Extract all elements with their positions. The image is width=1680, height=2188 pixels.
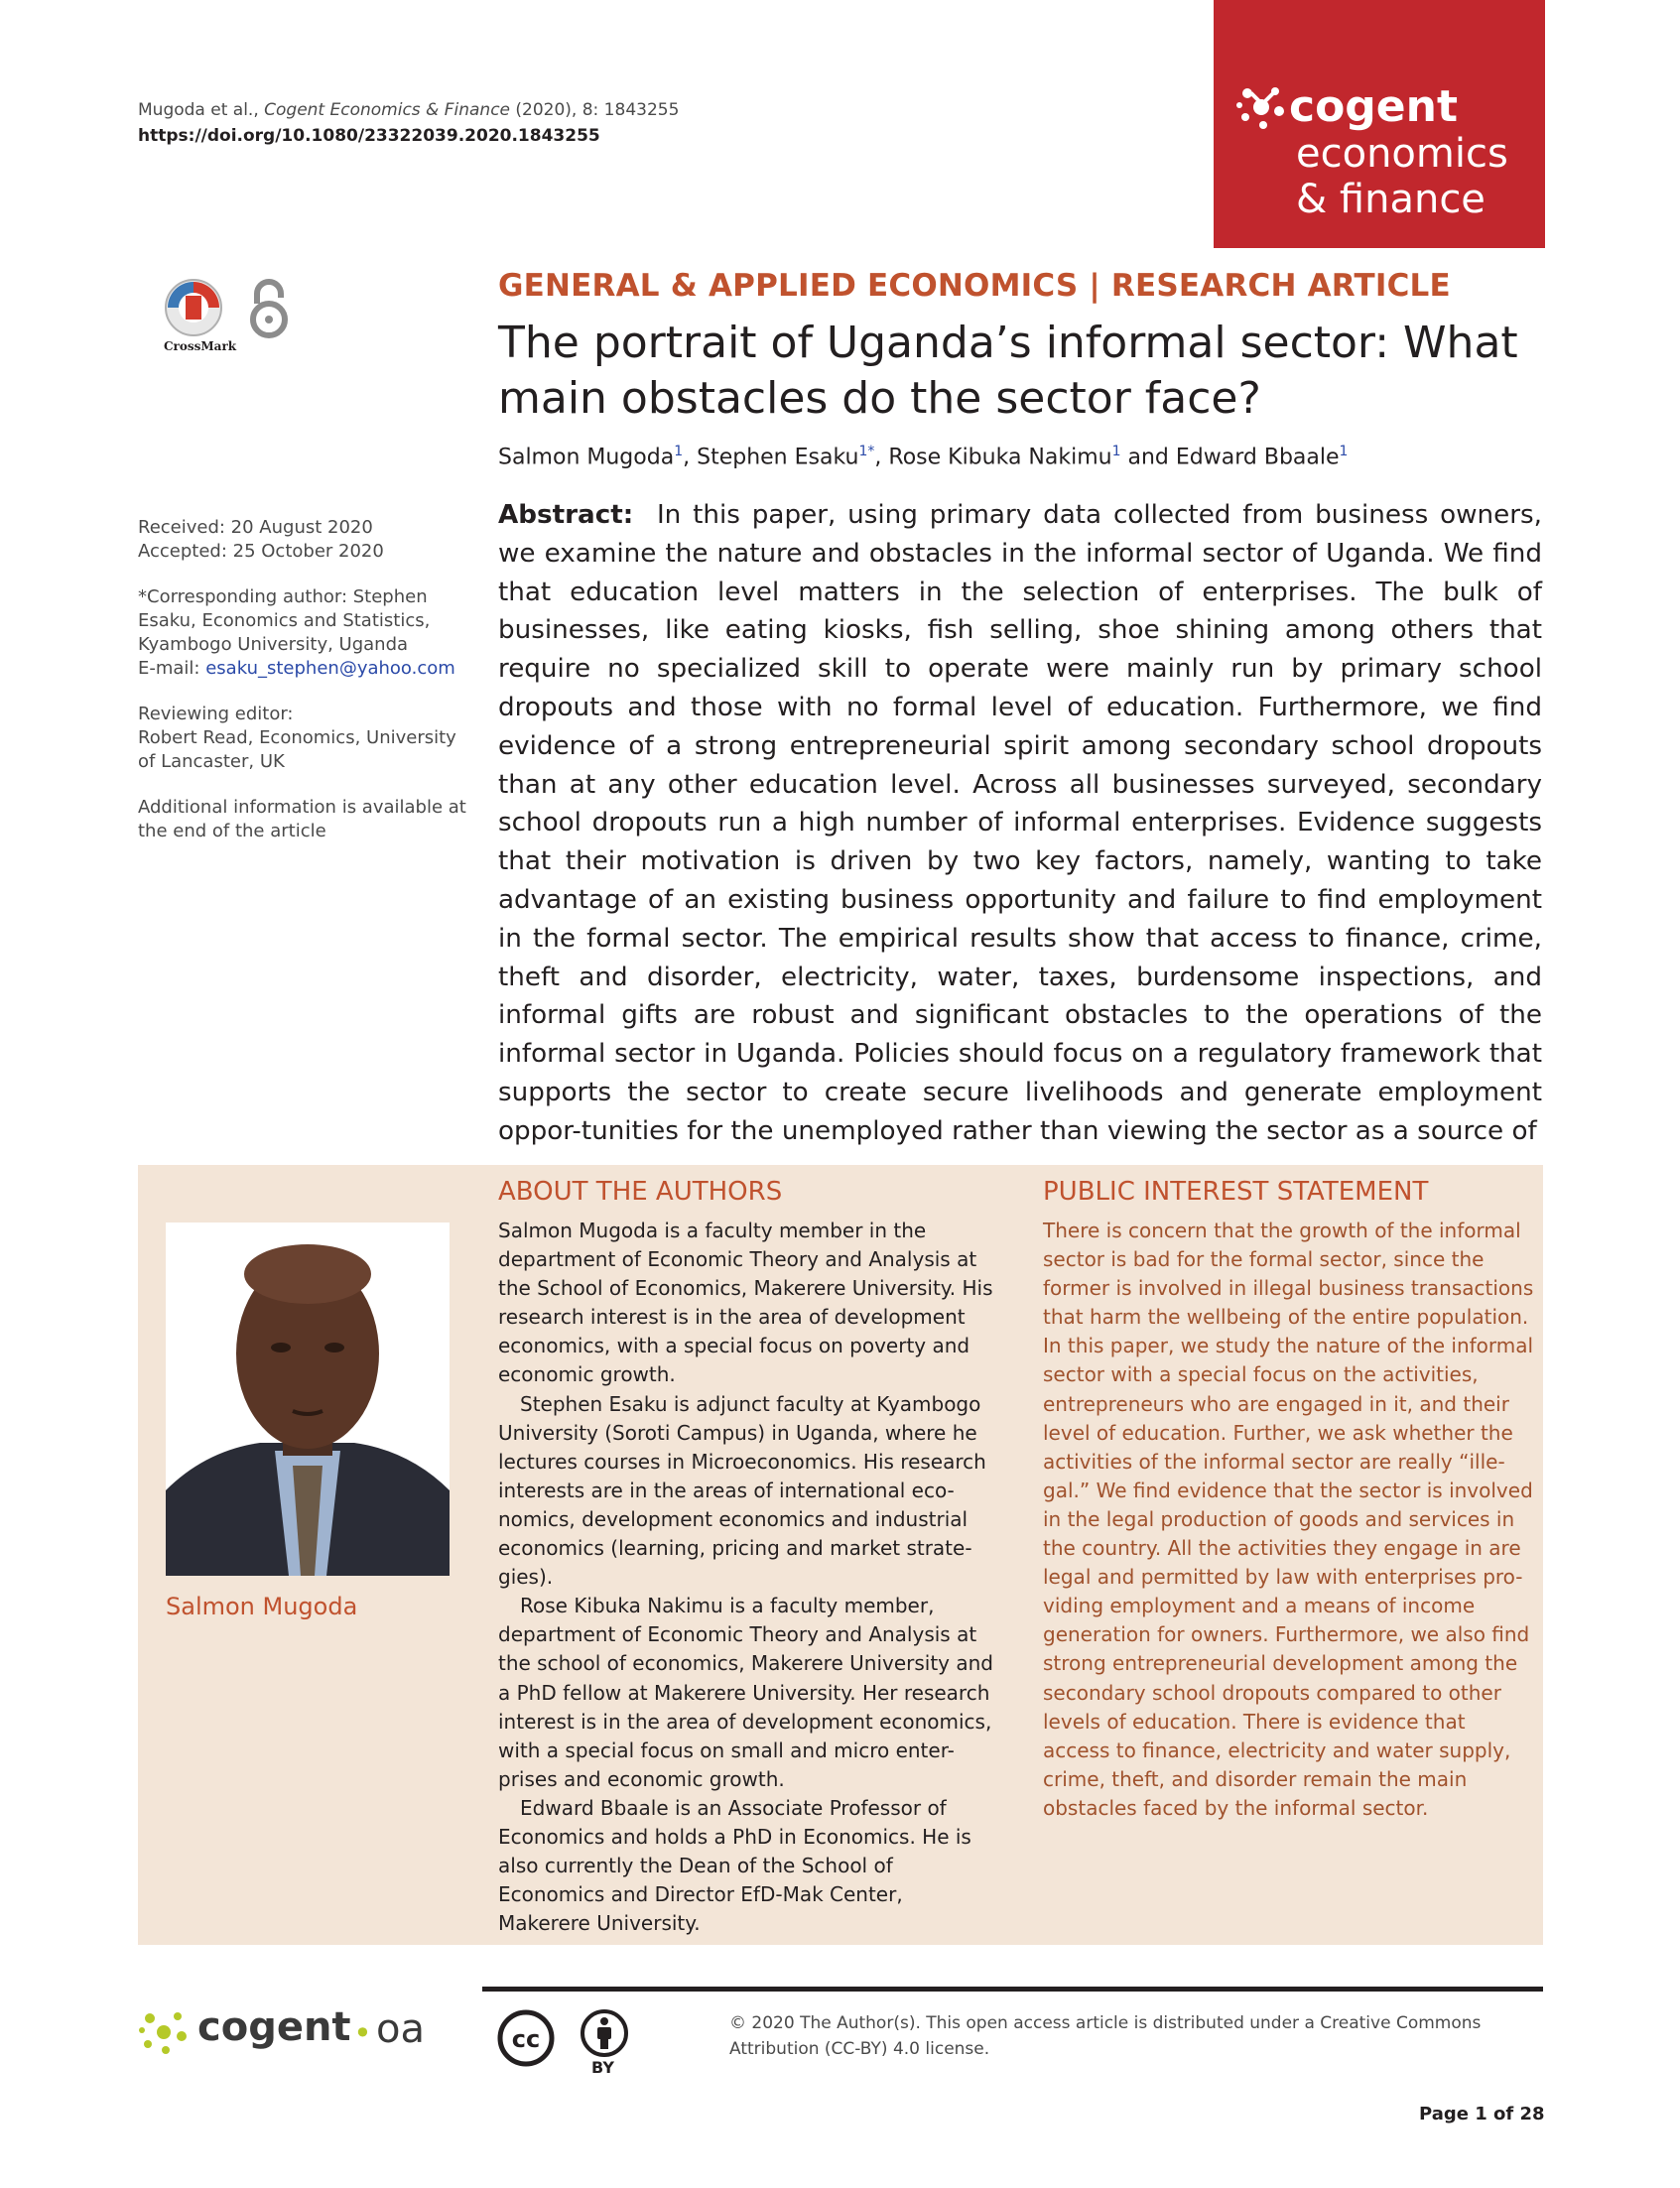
citation-authors: Mugoda et al., — [138, 100, 265, 120]
public-interest-statement: There is concern that the growth of the informal sector is bad for the formal sector, since the former is involved in illegal business transactions that harm the wellbeing of the entire population. In this paper, we study the nature of the informal sector with a special focus on the activities, entrepreneurs who are engaged in it, and their level of education. Further, we ask whether the activities of the informal sector are really “ille-gal.” We find evidence that the sector is involved in the legal production of goods and services in the country. All the activities they engage in are legal and permitted by law with enterprises pro-viding employment and a means of income generation for owners. Furthermore, we also find strong entrepreneurial development among the secondary school dropouts compared to other levels of education. There is evidence that access to finance, electricity and water supply, crime, theft, and disorder remain the main obstacles faced by the informal sector. — [1043, 1219, 1534, 1820]
journal-logo — [1233, 81, 1458, 133]
cogent-oa-logo — [138, 2002, 446, 2062]
author-separator: and — [1120, 445, 1176, 470]
author-name[interactable]: Stephen Esaku — [697, 445, 859, 470]
author-photo — [166, 1223, 450, 1576]
email-link[interactable]: esaku_stephen@yahoo.com — [205, 658, 455, 679]
brand-word-economics: economics — [1296, 131, 1508, 177]
crossmark-badge[interactable] — [164, 278, 237, 353]
abstract-label: Abstract: — [498, 500, 634, 530]
abstract — [498, 496, 1542, 1151]
brand-word-finance: & finance — [1296, 177, 1486, 222]
author-bio: Edward Bbaale is an Associate Professor of Economics and holds a PhD in Economics. He is also currently the Dean of the School of Economics and Director EfD-Mak Center, Makerere University. — [498, 1795, 971, 1936]
section-label: GENERAL & APPLIED ECONOMICS | RESEARCH ARTICLE — [498, 268, 1451, 304]
citation-journal: Cogent Economics & Finance — [264, 100, 510, 120]
open-access-icon — [247, 278, 291, 341]
author-bio: Stephen Esaku is adjunct faculty at Kyambogo University (Soroti Campus) in Uganda, where he lectures courses in Microeconomics. His research interests are in the areas of international eco-nomics, development economics and industrial economics (learning, pricing and market strate-gies). — [498, 1391, 986, 1590]
cc-by-label: BY — [591, 2058, 614, 2077]
about-authors-body — [498, 1217, 996, 1938]
author-affiliation: 1 — [1339, 444, 1349, 459]
additional-info: Additional information is available at the end of the article — [138, 797, 466, 841]
author-name[interactable]: Salmon Mugoda — [498, 445, 675, 470]
journal-brand-box — [1214, 0, 1545, 248]
citation-header — [138, 97, 679, 149]
cogent-splash-icon — [1233, 81, 1289, 133]
license-icons — [496, 2008, 635, 2078]
brand-word-cogent: cogent — [1289, 81, 1459, 132]
author-bio: Rose Kibuka Nakimu is a faculty member, department of Economic Theory and Analysis at the school of economics, Makerere University and a PhD fellow at Makerere University. Her research interest is in the area of development economics, with a special focus on small and micro enter-prises and economic growth. — [498, 1594, 994, 1791]
citation-volume: (2020), 8: 1843255 — [510, 100, 680, 120]
reviewing-editor: Robert Read, Economics, University of Lancaster, UK — [138, 727, 456, 772]
crossmark-label: CrossMark — [164, 339, 237, 353]
author-name[interactable]: Rose Kibuka Nakimu — [888, 445, 1112, 470]
footer-divider — [482, 1987, 1543, 1992]
license-statement: © 2020 The Author(s). This open access article is distributed under a Creative Commons Attribution (CC-BY) 4.0 license. — [729, 2013, 1482, 2059]
author-list — [498, 437, 1348, 472]
attribution-icon — [580, 2008, 629, 2058]
author-affiliation: 1* — [858, 444, 875, 459]
accepted-date: Accepted: 25 October 2020 — [138, 541, 384, 562]
cogent-oa-splash-icon — [138, 2006, 190, 2058]
reviewing-editor-label: Reviewing editor: — [138, 704, 294, 724]
doi-link[interactable]: https://doi.org/10.1080/23322039.2020.1843255 — [138, 126, 600, 146]
author-affiliation: 1 — [1111, 444, 1121, 459]
author-name[interactable]: Edward Bbaale — [1175, 445, 1340, 470]
svg-text:cc: cc — [511, 2025, 541, 2053]
corresponding-author: *Corresponding author: Stephen Esaku, Economics and Statistics, Kyambogo University, Uganda — [138, 586, 431, 655]
author-affiliation: 1 — [674, 444, 684, 459]
email-label: E-mail: — [138, 658, 206, 679]
author-bio: Salmon Mugoda is a faculty member in the department of Economic Theory and Analysis at the School of Economics, Makerere University. His research interest is in the area of development economics, with a special focus on poverty and economic growth. — [498, 1219, 993, 1387]
article-sidebar — [138, 516, 470, 865]
crossmark-icon — [164, 278, 223, 337]
article-badges — [164, 278, 303, 357]
received-date: Received: 20 August 2020 — [138, 517, 373, 538]
cogent-oa-suffix: oa — [376, 2006, 425, 2052]
article-title: The portrait of Uganda’s informal sector: What main obstacles do the sector face? — [498, 318, 1518, 424]
public-interest-heading: PUBLIC INTEREST STATEMENT — [1043, 1177, 1429, 1207]
creative-commons-icon — [496, 2008, 556, 2068]
abstract-text: In this paper, using primary data collected from business owners, we examine the nature and obstacles in the informal sector of Uganda. We find that education level matters in the selection of enterprises. The bulk of businesses, like eating kiosks, fish selling, shoe shining among others that require no specialized skill to operate were mainly run by primary school dropouts and those with no formal level of education. Furthermore, we find evidence of a strong entrepreneurial spirit among secondary school dropouts than at any other education level. Across all businesses surveyed, secondary school dropouts run a high number of informal enterprises. Evidence suggests that their motivation is driven by two key factors, namely, wanting to take advantage of an existing business opportunity and failure to find employment in the formal sector. The empirical results show that access to finance, crime, theft and disorder, electricity, water, taxes, burdensome inspections, and informal gifts are robust and significant obstacles to the operations of the informal sector in Uganda. Policies should focus on a regulatory framework that supports the sector to create secure livelihoods and generate employment oppor-tunities for the unemployed rather than viewing the sector as a source of — [498, 500, 1542, 1146]
author-separator: , — [874, 445, 889, 470]
author-separator: , — [683, 445, 698, 470]
cogent-oa-dot-icon: • — [353, 2014, 372, 2052]
photo-caption: Salmon Mugoda — [166, 1593, 358, 1620]
page-number: Page 1 of 28 — [1419, 2104, 1545, 2124]
about-authors-heading: ABOUT THE AUTHORS — [498, 1177, 783, 1207]
cogent-oa-word: cogent — [197, 2004, 351, 2050]
